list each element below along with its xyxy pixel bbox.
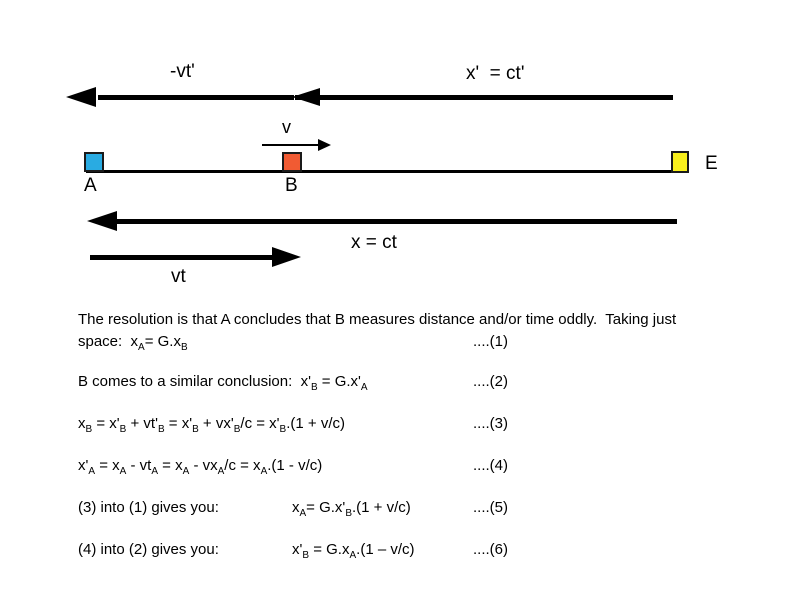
arrow-left-icon <box>66 87 96 107</box>
equation-number: ....(2) <box>473 373 509 390</box>
equation-number: ....(4) <box>473 457 509 474</box>
arrow-x-prime-shaft <box>295 95 673 100</box>
equation-number: ....(6) <box>473 541 509 558</box>
axis-line <box>86 170 672 173</box>
equation-5: $x_A= G.x'_B.(1 + v/c)$ <box>292 499 411 519</box>
label-x-prime-eq-ct-prime: x' = ct' <box>466 63 525 84</box>
equation-number: ....(5) <box>473 499 509 516</box>
equation-6-label: (4) into (2) gives you: <box>78 541 219 558</box>
label-neg-vt-prime: -vt' <box>170 61 195 82</box>
equation-4: $x'_A = x_A - vt_A = x_A - vx_A/c = x_A.(1 - v/c)$ <box>78 457 323 477</box>
arrow-x-ct-shaft <box>104 219 677 224</box>
marker-square-b <box>282 152 302 172</box>
text-line-1: The resolution is that A concludes that B measures distance and/or time oddly. Taking just <box>78 311 677 328</box>
arrow-left-icon <box>292 88 320 106</box>
label-point-b: B <box>285 175 298 196</box>
equation-number: ....(1) <box>473 333 509 350</box>
label-v: v <box>282 117 291 137</box>
label-x-eq-ct: x = ct <box>351 232 397 253</box>
marker-square-e <box>671 151 689 173</box>
marker-square-a <box>84 152 104 172</box>
equation-number: ....(3) <box>473 415 509 432</box>
equation-3: $x_B = x'_B + vt'_B = x'_B + vx'_B/c = x'_B.(1 + v/c)$ <box>78 415 345 435</box>
label-vt: vt <box>171 266 186 287</box>
arrow-vt-shaft <box>90 255 274 260</box>
arrow-right-icon <box>318 139 331 151</box>
arrow-v-shaft <box>262 144 320 146</box>
equation-5-label: (3) into (1) gives you: <box>78 499 219 516</box>
arrow-neg-vt-prime-shaft <box>98 95 294 100</box>
arrow-left-icon <box>87 211 117 231</box>
label-point-a: A <box>84 175 97 196</box>
equation-1: space: $x_A= G.x_B$ <box>78 333 188 353</box>
equation-2: B comes to a similar conclusion: $x'_B = G.x'_A$ <box>78 373 368 393</box>
arrow-right-icon <box>272 247 301 267</box>
label-point-e: E <box>705 153 718 174</box>
equation-6: $x'_B = G.x_A.(1 - v/c)$ <box>292 541 415 561</box>
